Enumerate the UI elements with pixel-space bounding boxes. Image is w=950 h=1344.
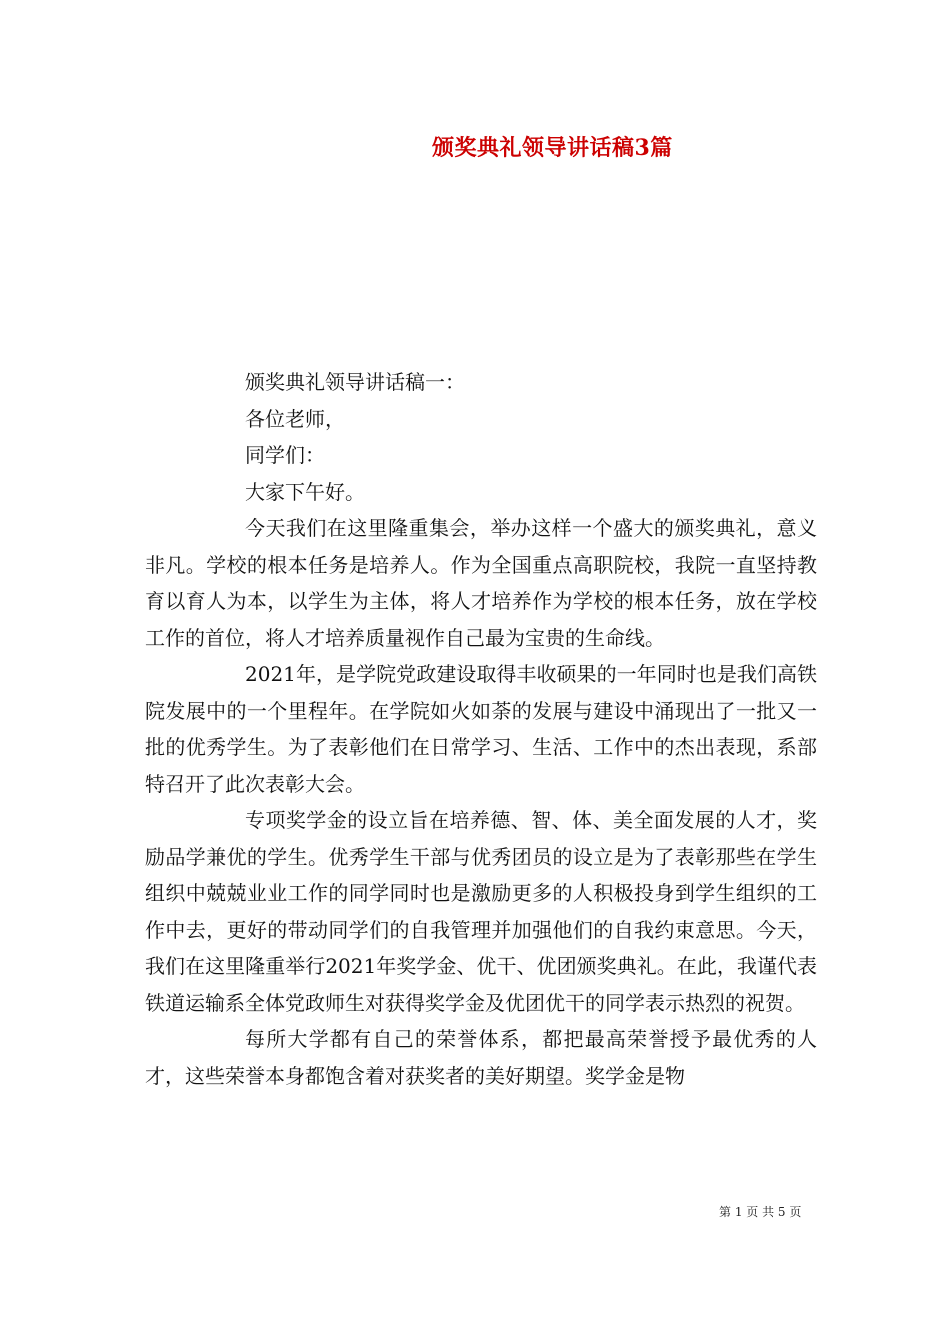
paragraph-4: 每所大学都有自己的荣誉体系，都把最高荣誉授予最优秀的人才，这些荣誉本身都饱含着对获奖者的美好期望。奖学金是物	[145, 1027, 817, 1088]
paragraph-2: 2021年，是学院党政建设取得丰收硕果的一年同时也是我们高铁院发展中的一个里程年。在学院如火如荼的发展与建设中涌现出了一批又一批的优秀学生。为了表彰他们在日常学习、生活、工作中的杰出表现，系部特召开了此次表彰大会。	[145, 662, 817, 796]
section-heading: 颁奖典礼领导讲话稿一：	[245, 370, 465, 394]
page-number: 第 1 页 共 5 页	[719, 1205, 802, 1219]
paragraph-3: 专项奖学金的设立旨在培养德、智、体、美全面发展的人才，奖励品学兼优的学生。优秀学生干部与优秀团员的设立是为了表彰那些在学生组织中兢兢业业工作的同学同时也是激励更多的人积极投身到学生组织的工作中去，更好的带动同学们的自我管理并加强他们的自我约束意思。今天，我们在这里隆重举行2021年奖学金、优干、优团颁奖典礼。在此，我谨代表铁道运输系全体党政师生对获得奖学金及优团优干的同学表示热烈的祝贺。	[145, 808, 817, 1015]
salutation-teachers: 各位老师，	[245, 406, 345, 431]
document-body	[145, 364, 817, 1094]
greeting: 大家下午好。	[245, 479, 365, 504]
salutation-students: 同学们：	[245, 443, 325, 467]
paragraph-1: 今天我们在这里隆重集会，举办这样一个盛大的颁奖典礼，意义非凡。学校的根本任务是培养人。作为全国重点高职院校，我院一直坚持教育以育人为本，以学生为主体，将人才培养作为学校的根本任务，放在学校工作的首位，将人才培养质量视作自己最为宝贵的生命线。	[145, 516, 817, 650]
document-title: 颁奖典礼领导讲话稿3篇	[432, 135, 673, 161]
